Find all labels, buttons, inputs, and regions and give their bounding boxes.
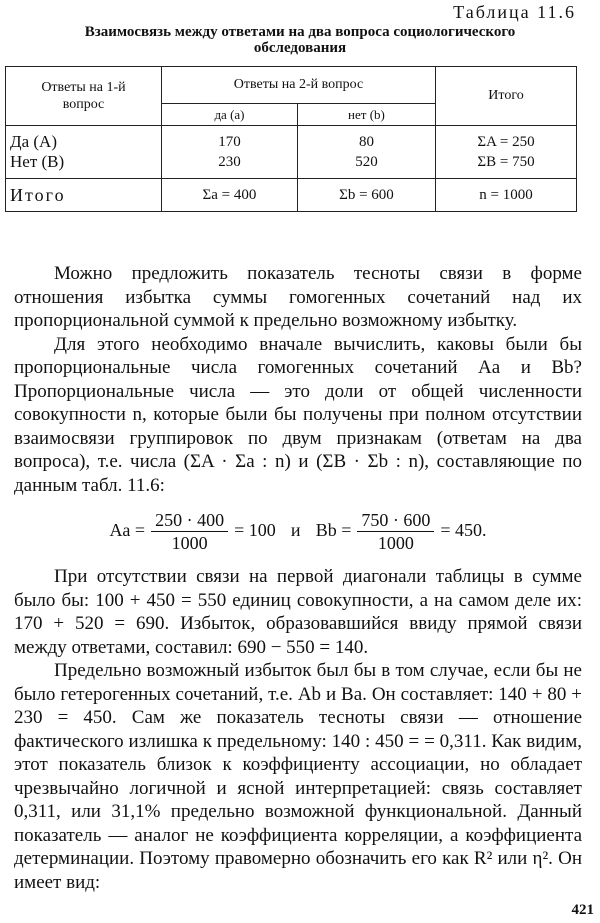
formula-lhs2: Bb = [315, 520, 352, 541]
cell-Bb: 520 [355, 154, 378, 170]
fraction-1 [151, 509, 228, 554]
paragraph-1: Можно предложить показатель тесноты связи в форме отношения избытка суммы гомогенных сочетаний над их пропорциональной суммой к предельно возможному избытку. [14, 263, 582, 331]
fraction-1-denominator: 1000 [171, 532, 208, 553]
cell-col-total [436, 126, 577, 179]
row-labels [6, 126, 162, 179]
fraction-2-numerator: 750 · 600 [357, 509, 434, 532]
cell-sumA: ΣA = 250 [477, 134, 535, 150]
row-a-label: Да (A) [10, 132, 57, 151]
col1-header-line1: Ответы на 1-й [41, 80, 126, 95]
cell-sumB: ΣB = 750 [477, 154, 535, 170]
table-title-line2: обследования [253, 40, 347, 56]
formula-result2: = 450. [440, 520, 487, 541]
paragraph-2: Для этого необходимо вначале вычислить, каковы были бы пропорциональные числа гомогенных сочетаний Aa и Bb? Пропорциональные числа — это доли от общей численности совокупности n, которые были бы получены при полном отсутствии взаимосвязи группировок по двум признакам (ответам на два вопроса), т.е. числа (ΣA · Σa : n) и (ΣB · Σb : n), составляющие по данным табл. 11.6: [14, 333, 582, 496]
cell-col-a [162, 126, 298, 179]
total-row-label: Итого [6, 179, 162, 212]
paragraph-4: Предельно возможный избыток был бы в том случае, если бы не было гетерогенных сочетаний, т.е. Ab и Ba. Он составляет: 140 + 80 + 230 = 450. Сам же показатель тесноты связи — отношение фактического излишка к предельному: 140 : 450 = = 0,311. Как видим, этот показатель близок к коэффициенту ассоциации, но обладает чрезвычайно логичной и ясной интерпретацией: связь составляет 0,311, или 31,1% предельно возможной функциональной. Данный показатель — аналог не коэффициента корреляции, а коэффициента детерминации. Поэтому правомерно обозначить его как R² или η². Он имеет вид: [14, 660, 582, 893]
formula-lhs1: Aa = [109, 520, 146, 541]
fraction-2 [357, 509, 434, 554]
paragraph-3: При отсутствии связи на первой диагонали таблицы в сумме было бы: 100 + 450 = 550 единиц совокупности, а на самом деле их: 170 + 520 = 690. Избыток, образовавшийся ввиду прямой связи между ответами, составил: 690 − 550 = 140. [14, 566, 582, 658]
cell-Aa: 170 [218, 134, 241, 150]
sub-header-a: да (a) [162, 104, 298, 126]
total-header: Итого [436, 67, 577, 126]
table-title [0, 24, 600, 56]
page-number: 421 [571, 902, 594, 918]
total-a: Σa = 400 [162, 179, 298, 212]
total-b: Σb = 600 [297, 179, 435, 212]
table-title-line1: Взаимосвязь между ответами на два вопроса социологического [84, 24, 516, 40]
body-text [14, 262, 582, 894]
col1-header-line2: вопрос [62, 97, 105, 112]
fraction-1-numerator: 250 · 400 [151, 509, 228, 532]
cell-Ab: 80 [358, 134, 374, 150]
group-header: Ответы на 2-й вопрос [162, 67, 436, 104]
formula-conjunction: и [290, 520, 301, 541]
cell-col-b [297, 126, 435, 179]
col1-header [6, 67, 162, 126]
table-caption: Таблица 11.6 [453, 2, 576, 22]
formula [14, 501, 582, 561]
contingency-table [5, 66, 577, 212]
cell-Ba: 230 [218, 154, 241, 170]
fraction-2-denominator: 1000 [377, 532, 414, 553]
row-b-label: Нет (B) [10, 152, 65, 171]
total-n: n = 1000 [436, 179, 577, 212]
sub-header-b: нет (b) [297, 104, 435, 126]
formula-result1: = 100 [234, 520, 276, 541]
